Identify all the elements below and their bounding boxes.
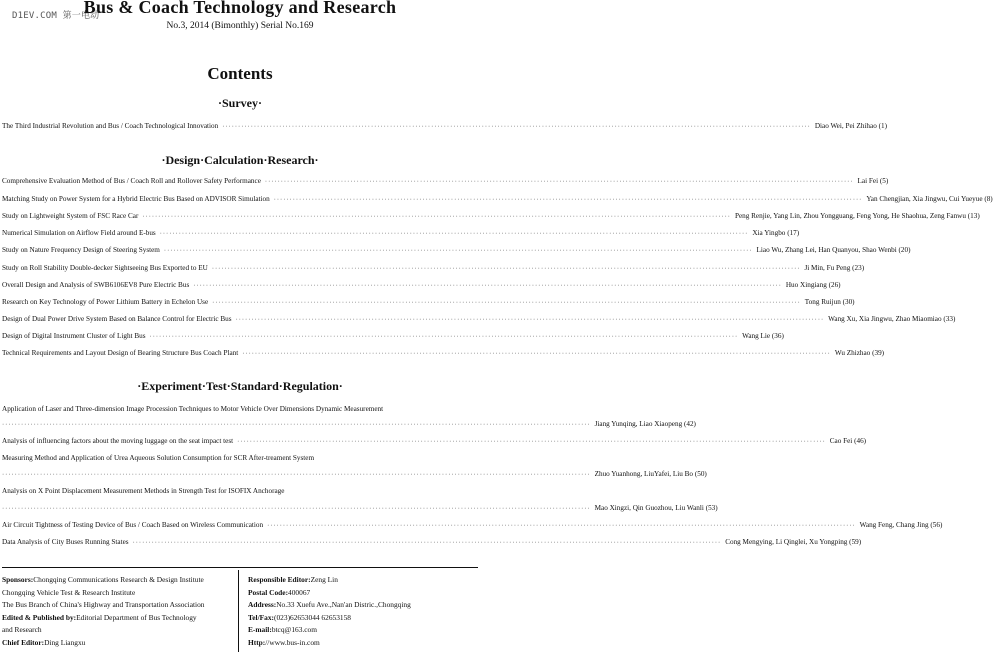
footer-divider [2, 567, 478, 568]
toc-entry[interactable] [2, 419, 696, 430]
toc-entry-title[interactable]: Measuring Method and Application of Urea Aqueous Solution Consumption for SCR After-treament System [2, 454, 315, 462]
toc-entry[interactable] [2, 263, 865, 274]
toc-entry-title: Overall Design and Analysis of SWB6106EV8 Pure Electric Bus [2, 281, 190, 289]
responsible-editor-value: Zeng Lin [310, 575, 338, 584]
toc-entry[interactable] [2, 211, 980, 222]
toc-entry[interactable] [2, 228, 800, 239]
leader-dots [2, 420, 591, 430]
email-label: E-mail: [248, 625, 272, 635]
toc-entry-title: Technical Requirements and Layout Design of Bearing Structure Bus Coach Plant [2, 349, 239, 357]
toc-entry-authors: Mao Xingzi, Qin Guozhou, Liu Wanli (53) [594, 504, 718, 512]
leader-dots [274, 195, 863, 205]
tel-fax-label: Tel/Fax: [248, 612, 275, 622]
edited-label: Edited & Published by: [2, 612, 77, 622]
toc-entry-authors: Wang Xu, Xia Jingwu, Zhao Miaomiao (33) [828, 315, 956, 323]
toc-entry[interactable] [2, 121, 887, 132]
leader-dots [267, 521, 856, 531]
toc-entry-authors: Xia Yingbo (17) [752, 229, 800, 237]
tel-fax-value: (023)62653044 62653158 [274, 612, 351, 622]
toc-entry-authors: Yan Chengjian, Xia Jingwu, Cui Yueyue (8) [866, 195, 993, 203]
toc-entry-title: Matching Study on Power System for a Hybrid Electric Bus Based on ADVISOR Simulation [2, 195, 270, 203]
address-line [248, 599, 478, 612]
issue-line: No.3, 2014 (Bimonthly) Serial No.169 [166, 21, 314, 31]
leader-dots [242, 349, 831, 359]
sponsors-value-1: Chongqing Communications Research & Design Institute [33, 575, 204, 584]
watermark: D1EV.COM 第一电动 [12, 11, 100, 21]
toc-entry-title: Design of Digital Instrument Cluster of Light Bus [2, 332, 146, 340]
sponsors-line [2, 574, 234, 587]
footer-column-separator [238, 570, 239, 652]
leader-dots [2, 504, 591, 514]
toc-entry[interactable] [2, 297, 855, 308]
leader-dots [265, 177, 854, 187]
responsible-editor-line [248, 574, 478, 587]
toc-entry-title: Research on Key Technology of Power Lithium Battery in Echelon Use [2, 298, 209, 306]
toc-entry[interactable] [2, 176, 889, 187]
edited-line [2, 612, 234, 625]
http-label: Http: [248, 637, 266, 647]
toc-entry-authors: Huo Xingiang (26) [785, 281, 841, 289]
toc-entry[interactable] [2, 280, 841, 291]
footer-left-column [2, 574, 234, 650]
toc-entry[interactable] [2, 194, 993, 205]
sponsors-value-2: Chongqing Vehicle Test & Research Institute [2, 587, 136, 597]
toc-entry-title[interactable]: Application of Laser and Three-dimension Image Procession Techniques to Motor Vehicle Over Dimensions Dynamic Measurement [2, 405, 384, 413]
leader-dots [193, 281, 782, 291]
leader-dots [236, 315, 825, 325]
http-value[interactable]: //www.bus-in.com [265, 637, 320, 647]
toc-entry-title: The Third Industrial Revolution and Bus / Coach Technological Innovation [2, 122, 219, 130]
postal-code-label: Postal Code: [248, 587, 289, 597]
leader-dots [142, 212, 731, 222]
responsible-editor-label: Responsible Editor: [248, 575, 311, 584]
chief-editor-line [2, 637, 234, 650]
toc-entry-authors: Liao Wu, Zhang Lei, Han Quanyou, Shao Wenbi (20) [756, 246, 911, 254]
leader-dots [222, 122, 811, 132]
address-label: Address: [248, 600, 277, 610]
toc-entry-title: Study on Nature Frequency Design of Steering System [2, 246, 160, 254]
edited-value-2: and Research [2, 625, 42, 635]
email-value[interactable]: btcq@163.com [271, 625, 318, 635]
toc-entry-authors: Wu Zhizhao (39) [834, 349, 885, 357]
toc-entry-title: Study on Roll Stability Double-decker Sightseeing Bus Exported to EU [2, 264, 208, 272]
leader-dots [2, 470, 591, 480]
leader-dots [237, 437, 826, 447]
sponsors-label: Sponsors: [2, 575, 34, 584]
leader-dots [150, 332, 739, 342]
address-value: No.33 Xuefu Ave.,Nan'an Distric.,Chongqing [276, 600, 411, 610]
toc-entry[interactable] [2, 503, 718, 514]
toc-entry-authors: Jiang Yunqing, Liao Xiaopeng (42) [594, 420, 696, 428]
email-line [248, 624, 478, 637]
chief-editor-value: Ding Liangxu [44, 637, 86, 647]
toc-entry[interactable] [2, 314, 956, 325]
section-heading-design: ·Design·Calculation·Research· [161, 153, 319, 167]
toc-entry[interactable] [2, 436, 867, 447]
toc-entry-authors: Cong Mengying, Li Qinglei, Xu Yongping (59) [725, 538, 862, 546]
tel-fax-line [248, 612, 478, 625]
toc-entry[interactable] [2, 348, 885, 359]
toc-entry-authors: Wang Lie (36) [742, 332, 784, 340]
postal-code-line [248, 587, 478, 600]
toc-entry-authors: Wang Feng, Chang Jing (56) [859, 521, 943, 529]
footer-right-column [248, 574, 478, 650]
leader-dots [133, 538, 722, 548]
leader-dots [160, 229, 749, 239]
toc-entry-title: Data Analysis of City Buses Running States [2, 538, 129, 546]
toc-entry[interactable] [2, 537, 862, 548]
leader-dots [212, 264, 801, 274]
toc-entry-authors: Ji Min, Fu Peng (23) [804, 264, 865, 272]
toc-entry-authors: Zhuo Yuanhong, LiuYafei, Liu Bo (50) [594, 470, 707, 478]
section-heading-survey: ·Survey· [217, 96, 262, 110]
leader-dots [164, 246, 753, 256]
toc-entry-authors: Tong Ruijun (30) [804, 298, 855, 306]
toc-entry-title: Numerical Simulation on Airflow Field around E-bus [2, 229, 156, 237]
sponsors-value-3: The Bus Branch of China's Highway and Transportation Association [2, 600, 205, 610]
toc-entry[interactable] [2, 520, 943, 531]
toc-entry[interactable] [2, 331, 784, 342]
section-heading-experiment: ·Experiment·Test·Standard·Regulation· [137, 379, 343, 393]
toc-entry-authors: Peng Renjie, Yang Lin, Zhou Yongguang, Feng Yong, He Shaohua, Zeng Fanwu (13) [734, 212, 980, 220]
toc-entry-title: Design of Dual Power Drive System Based on Balance Control for Electric Bus [2, 315, 232, 323]
postal-code-value: 400067 [288, 587, 311, 597]
chief-editor-label: Chief Editor: [2, 637, 45, 647]
toc-entry-title: Study on Lightweight System of FSC Race Car [2, 212, 139, 220]
toc-entry-title: Analysis of influencing factors about the moving luggage on the seat impact test [2, 437, 234, 445]
journal-title: Bus & Coach Technology and Research [83, 0, 397, 17]
toc-entry[interactable] [2, 245, 911, 256]
http-line [248, 637, 478, 650]
toc-entry-authors: Lai Fei (5) [857, 177, 889, 185]
leader-dots [212, 298, 801, 308]
toc-entry[interactable] [2, 469, 707, 480]
toc-entry-authors: Cao Fei (46) [829, 437, 867, 445]
toc-entry-authors: Diao Wei, Pei Zhihao (1) [814, 122, 887, 130]
toc-entry-title: Air Circuit Tightness of Testing Device of Bus / Coach Based on Wireless Communication [2, 521, 264, 529]
contents-title: Contents [207, 64, 273, 83]
toc-entry-title: Comprehensive Evaluation Method of Bus / Coach Roll and Rollover Safety Performance [2, 177, 261, 185]
edited-value-1: Editorial Department of Bus Technology [76, 612, 197, 622]
toc-entry-title[interactable]: Analysis on X Point Displacement Measurement Methods in Strength Test for ISOFIX Anchorage [2, 487, 285, 495]
